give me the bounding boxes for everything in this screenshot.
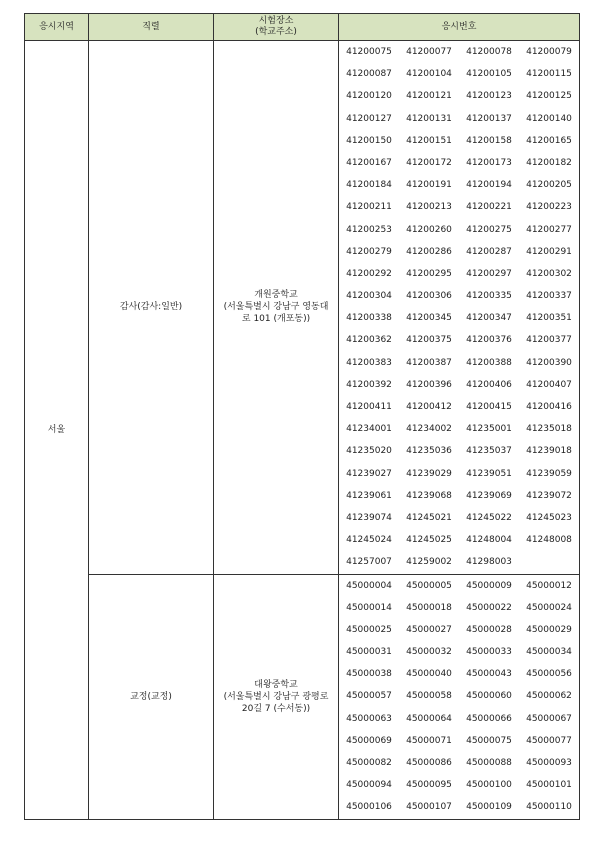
exam-number: 41239018: [526, 446, 572, 457]
exam-number: 45000043: [466, 669, 512, 680]
exam-number: 41200121: [406, 91, 452, 102]
exam-number: 45000095: [406, 780, 452, 791]
exam-number: 41200383: [346, 357, 392, 368]
exam-number: 45000110: [526, 802, 572, 813]
exam-number: 41245021: [406, 512, 452, 523]
header-job: 직렬: [89, 14, 214, 41]
exam-number: 45000106: [346, 802, 392, 813]
exam-number: 45000014: [346, 602, 392, 613]
exam-number: 41245025: [406, 535, 452, 546]
exam-number: 41200221: [466, 202, 512, 213]
exam-number: 41239068: [406, 490, 452, 501]
exam-number: 41200223: [526, 202, 572, 213]
job-cell-correction: 교정(교정): [89, 574, 214, 819]
exam-number: 41239027: [346, 468, 392, 479]
exam-number: 41248008: [526, 535, 572, 546]
exam-venue-table: [24, 13, 580, 820]
exam-number: 41200173: [466, 157, 512, 168]
exam-number: 45000034: [526, 647, 572, 658]
exam-number: 41200338: [346, 313, 392, 324]
header-place-line2: (학교주소): [255, 27, 297, 37]
exam-number: 41235018: [526, 424, 572, 435]
exam-number: 41200396: [406, 379, 452, 390]
exam-number: 41200297: [466, 268, 512, 279]
exam-number: 41200415: [466, 402, 512, 412]
exam-number: 45000064: [406, 713, 452, 724]
exam-number: 45000077: [526, 735, 572, 746]
exam-number: 41200388: [466, 357, 512, 368]
exam-number: 45000094: [346, 780, 392, 791]
group-row-correction: [25, 574, 580, 819]
exam-number: 41200362: [346, 335, 392, 346]
exam-number: 41200075: [346, 47, 392, 57]
exam-number: 41200211: [346, 202, 392, 213]
exam-number: 41200253: [346, 224, 392, 235]
exam-number: 41245024: [346, 535, 392, 546]
exam-number: 41200416: [526, 402, 572, 412]
exam-number: 45000075: [466, 735, 512, 746]
exam-number: 41200291: [526, 246, 572, 257]
exam-number: 41200077: [406, 47, 452, 57]
exam-number: 41200302: [526, 268, 572, 279]
region-cell: 서울: [25, 41, 89, 820]
exam-number: 41200387: [406, 357, 452, 368]
exam-number: 45000088: [466, 758, 512, 768]
exam-number: 45000063: [346, 713, 392, 724]
exam-number: 41245023: [526, 512, 572, 523]
exam-number: 41200406: [466, 379, 512, 390]
exam-number: 45000107: [406, 802, 452, 813]
numbers-cell-audit: [339, 41, 580, 575]
exam-number: 41200411: [346, 402, 392, 412]
exam-number: 41200279: [346, 246, 392, 257]
exam-number: 41257007: [346, 557, 392, 568]
exam-number: 41200392: [346, 379, 392, 390]
job-cell-audit: 감사(감사:일반): [89, 41, 214, 575]
exam-number: 41200345: [406, 313, 452, 324]
exam-number: 41200335: [466, 291, 512, 302]
exam-number: 41245022: [466, 512, 512, 523]
exam-number: 45000086: [406, 758, 452, 768]
exam-number: 41200306: [406, 291, 452, 302]
exam-number: 45000009: [466, 580, 512, 591]
exam-number: 41200213: [406, 202, 452, 213]
exam-number: 41200167: [346, 157, 392, 168]
exam-number: 45000066: [466, 713, 512, 724]
exam-number: 41235036: [406, 446, 452, 457]
exam-number: 41200337: [526, 291, 572, 302]
exam-number: 41200165: [526, 135, 572, 146]
place-cell-correction: [214, 574, 339, 819]
exam-number: 45000093: [526, 758, 572, 768]
numbers-cell-correction: [339, 574, 580, 819]
exam-number: 41200158: [466, 135, 512, 146]
exam-number: 41200125: [526, 91, 572, 102]
exam-number: 41248004: [466, 535, 512, 546]
place-cell-audit: [214, 41, 339, 575]
exam-number: 45000101: [526, 780, 572, 791]
exam-number: 41200351: [526, 313, 572, 324]
exam-number: 41234002: [406, 424, 452, 435]
exam-number-grid: [339, 575, 579, 819]
exam-number: 45000027: [406, 624, 452, 635]
exam-number: 41200150: [346, 135, 392, 146]
exam-number: 41200151: [406, 135, 452, 146]
exam-number: 41234001: [346, 424, 392, 435]
exam-number: 41235020: [346, 446, 392, 457]
exam-number: 41239029: [406, 468, 452, 479]
exam-number: 41200191: [406, 180, 452, 191]
exam-number: 45000071: [406, 735, 452, 746]
exam-number: 41235037: [466, 446, 512, 457]
exam-number: 41200375: [406, 335, 452, 346]
exam-number: 45000040: [406, 669, 452, 680]
exam-number: 41200120: [346, 91, 392, 102]
exam-number: 45000018: [406, 602, 452, 613]
exam-number: 41200131: [406, 113, 452, 124]
exam-number: 41200304: [346, 291, 392, 302]
exam-number: 45000032: [406, 647, 452, 658]
exam-number: 41200184: [346, 180, 392, 191]
exam-number: 45000025: [346, 624, 392, 635]
exam-number: 41200205: [526, 180, 572, 191]
exam-number: 45000029: [526, 624, 572, 635]
exam-number: 45000028: [466, 624, 512, 635]
header-row: [25, 14, 580, 41]
exam-number: 41200292: [346, 268, 392, 279]
exam-number: 45000082: [346, 758, 392, 768]
exam-number: 41200286: [406, 246, 452, 257]
exam-number: 41200137: [466, 113, 512, 124]
exam-number: 45000004: [346, 580, 392, 591]
exam-number: 41239059: [526, 468, 572, 479]
exam-number: 41298003: [466, 557, 512, 568]
exam-number: 41200377: [526, 335, 572, 346]
exam-number: 45000067: [526, 713, 572, 724]
exam-number: 41239069: [466, 490, 512, 501]
exam-number: 45000057: [346, 691, 392, 702]
exam-number: 41200079: [526, 47, 572, 57]
exam-number: 45000109: [466, 802, 512, 813]
exam-number: 41200287: [466, 246, 512, 257]
exam-number: 41200275: [466, 224, 512, 235]
exam-number: 45000062: [526, 691, 572, 702]
exam-number: 45000031: [346, 647, 392, 658]
header-place-line1: 시험장소: [258, 16, 294, 26]
exam-number: 41200347: [466, 313, 512, 324]
exam-number: 45000033: [466, 647, 512, 658]
header-place: [214, 14, 339, 41]
exam-number: 41200104: [406, 69, 452, 80]
header-region: 응시지역: [25, 14, 89, 41]
exam-number: 45000056: [526, 669, 572, 680]
exam-number: 41200194: [466, 180, 512, 191]
exam-number: 45000012: [526, 580, 572, 591]
exam-number: 41200412: [406, 402, 452, 412]
header-numbers: 응시번호: [339, 14, 580, 41]
exam-number: 41200295: [406, 268, 452, 279]
exam-number: 45000022: [466, 602, 512, 613]
exam-number: 41200123: [466, 91, 512, 102]
exam-number: 41239074: [346, 512, 392, 523]
place-line: 개원중학교: [254, 290, 298, 301]
exam-number: 41200376: [466, 335, 512, 346]
exam-number: 41200078: [466, 47, 512, 57]
exam-number: 41235001: [466, 424, 512, 435]
exam-number: 41200182: [526, 157, 572, 168]
exam-number: 41200087: [346, 69, 392, 80]
exam-number: 45000038: [346, 669, 392, 680]
exam-number: 41200277: [526, 224, 572, 235]
place-line: 로 101 (개포동)): [241, 314, 311, 325]
exam-number: 41239051: [466, 468, 512, 479]
group-row-audit: [25, 41, 580, 575]
exam-number-grid: [339, 41, 579, 574]
place-line: (서울특별시 강남구 광평로: [223, 691, 329, 702]
exam-number: 41200105: [466, 69, 512, 80]
exam-number: 41239072: [526, 490, 572, 501]
exam-number: 41200140: [526, 113, 572, 124]
exam-number: 45000069: [346, 735, 392, 746]
place-line: 20길 7 (수서동)): [241, 703, 311, 714]
exam-number: 41239061: [346, 490, 392, 501]
exam-number: 41200115: [526, 69, 572, 80]
exam-number: 45000058: [406, 691, 452, 702]
exam-number: 41200407: [526, 379, 572, 390]
exam-number: 41200127: [346, 113, 392, 124]
exam-number: 45000100: [466, 780, 512, 791]
exam-number: 41200390: [526, 357, 572, 368]
exam-number: 41200172: [406, 157, 452, 168]
exam-number: 45000024: [526, 602, 572, 613]
place-line: (서울특별시 강남구 영동대: [223, 302, 329, 313]
place-line: 대왕중학교: [254, 679, 298, 690]
exam-number: 41200260: [406, 224, 452, 235]
exam-number: 45000060: [466, 691, 512, 702]
exam-number: 41259002: [406, 557, 452, 568]
exam-number: 45000005: [406, 580, 452, 591]
